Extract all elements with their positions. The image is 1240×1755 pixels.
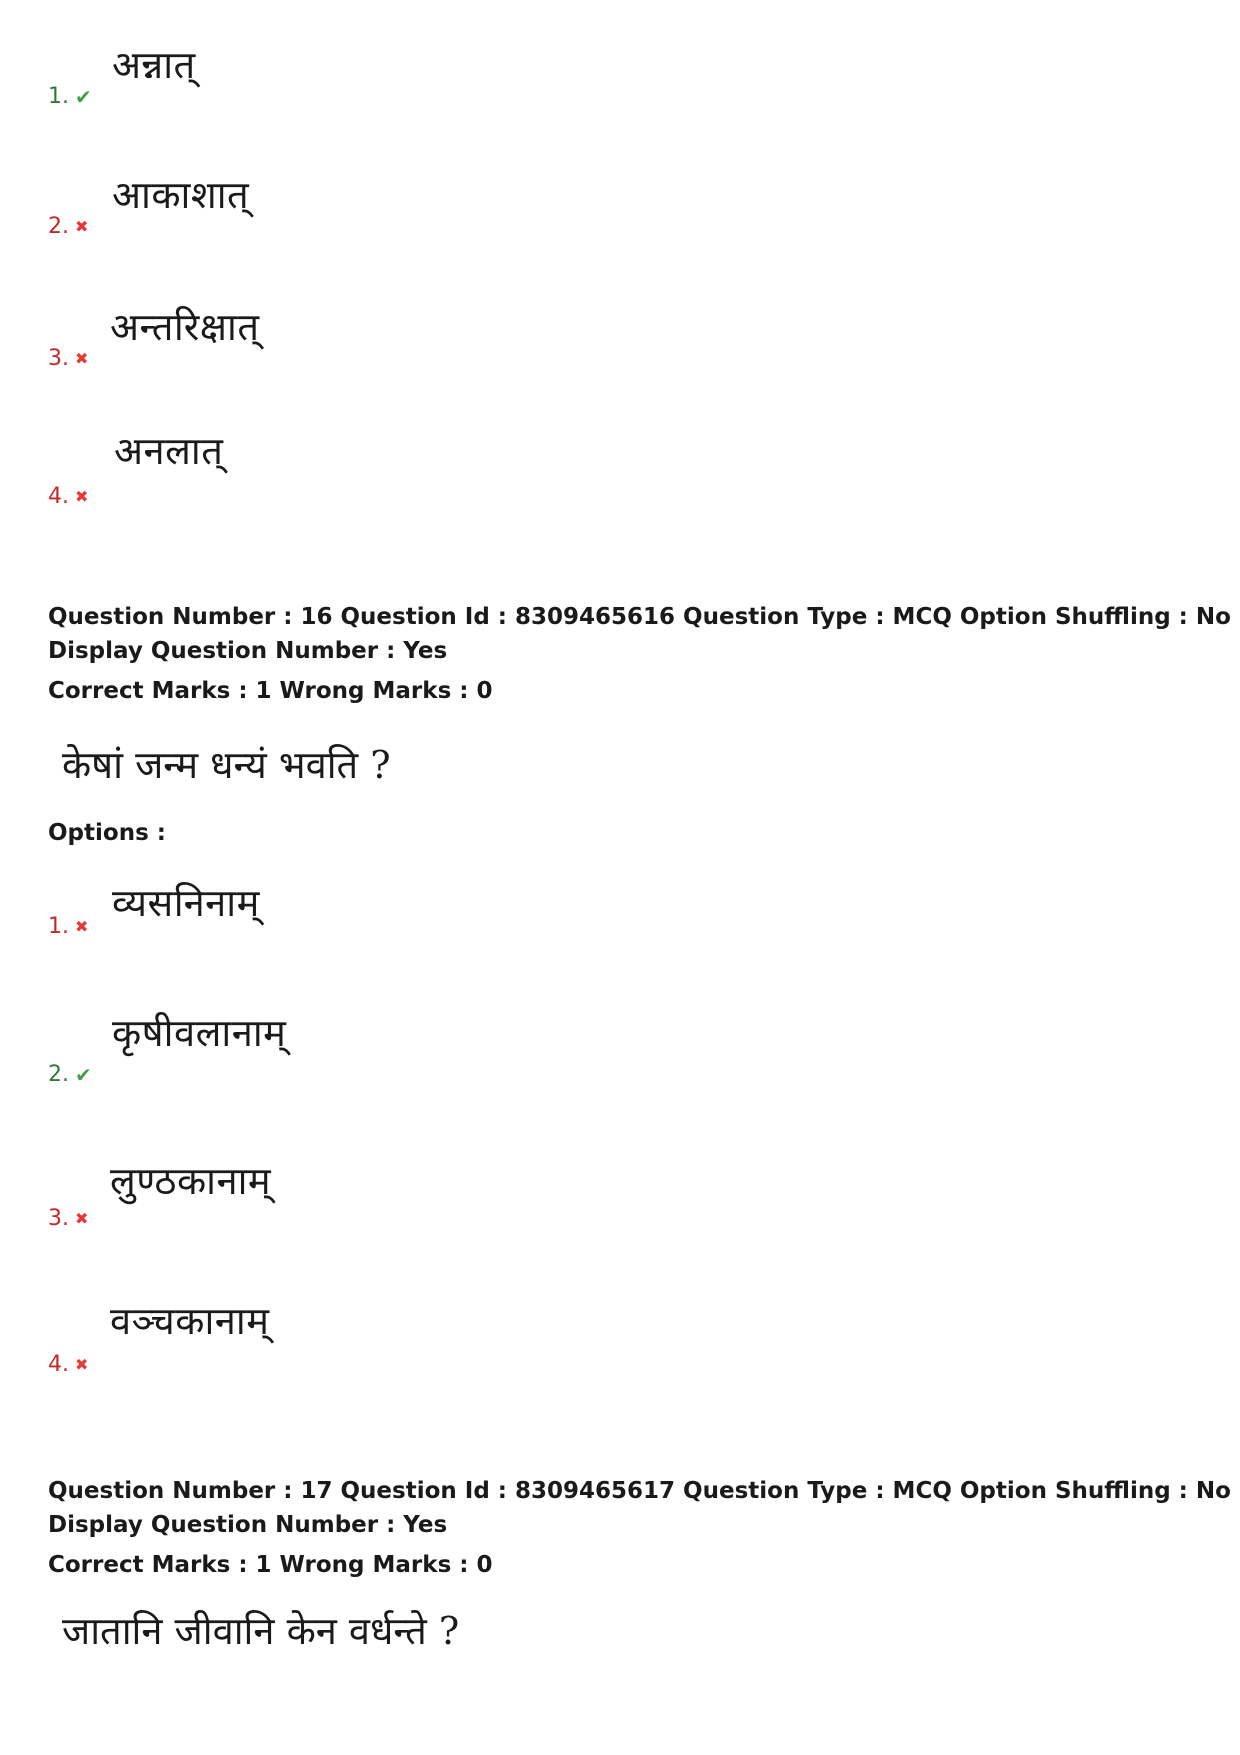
cross-mark-icon: ✖ xyxy=(75,916,89,936)
question-marks: Correct Marks : 1 Wrong Marks : 0 xyxy=(48,1552,493,1578)
option-text: आकाशात् xyxy=(112,173,250,217)
option-number: 4. ✖ xyxy=(48,484,89,509)
option-number: 3. ✖ xyxy=(48,1206,89,1231)
question-meta: Question Number : 16 Question Id : 8309465616 Question Type : MCQ Option Shuffling : No xyxy=(48,604,1231,630)
cross-mark-icon: ✖ xyxy=(75,1208,89,1228)
question-text: जातानि जीवानि केन वर्धन्ते ? xyxy=(62,1609,460,1653)
check-mark-icon: ✔ xyxy=(75,84,92,109)
option-text: व्यसनिनाम् xyxy=(112,881,260,925)
question-display-flag: Display Question Number : Yes xyxy=(48,638,448,664)
question-text: केषां जन्म धन्यं भवति ? xyxy=(62,743,391,787)
option-number: 3. ✖ xyxy=(48,346,89,371)
option-number: 1. ✔ xyxy=(48,84,92,109)
option-text: लुण्ठकानाम् xyxy=(110,1159,272,1203)
question-display-flag: Display Question Number : Yes xyxy=(48,1512,448,1538)
option-text: अन्नात् xyxy=(112,43,196,87)
check-mark-icon: ✔ xyxy=(75,1062,92,1087)
option-number: 4. ✖ xyxy=(48,1352,89,1377)
option-number: 1. ✖ xyxy=(48,914,89,939)
option-text: अनलात् xyxy=(114,429,224,473)
cross-mark-icon: ✖ xyxy=(75,1354,89,1374)
option-text: अन्तरिक्षात् xyxy=(110,305,260,349)
option-text: वञ्चकानाम् xyxy=(110,1299,270,1343)
question-marks: Correct Marks : 1 Wrong Marks : 0 xyxy=(48,678,493,704)
cross-mark-icon: ✖ xyxy=(75,486,89,506)
option-number: 2. ✖ xyxy=(48,214,89,239)
option-number: 2. ✔ xyxy=(48,1062,92,1087)
option-text: कृषीवलानाम् xyxy=(112,1011,287,1055)
question-meta: Question Number : 17 Question Id : 8309465617 Question Type : MCQ Option Shuffling : No xyxy=(48,1478,1231,1504)
cross-mark-icon: ✖ xyxy=(75,216,89,236)
cross-mark-icon: ✖ xyxy=(75,348,89,368)
options-label: Options : xyxy=(48,820,166,846)
